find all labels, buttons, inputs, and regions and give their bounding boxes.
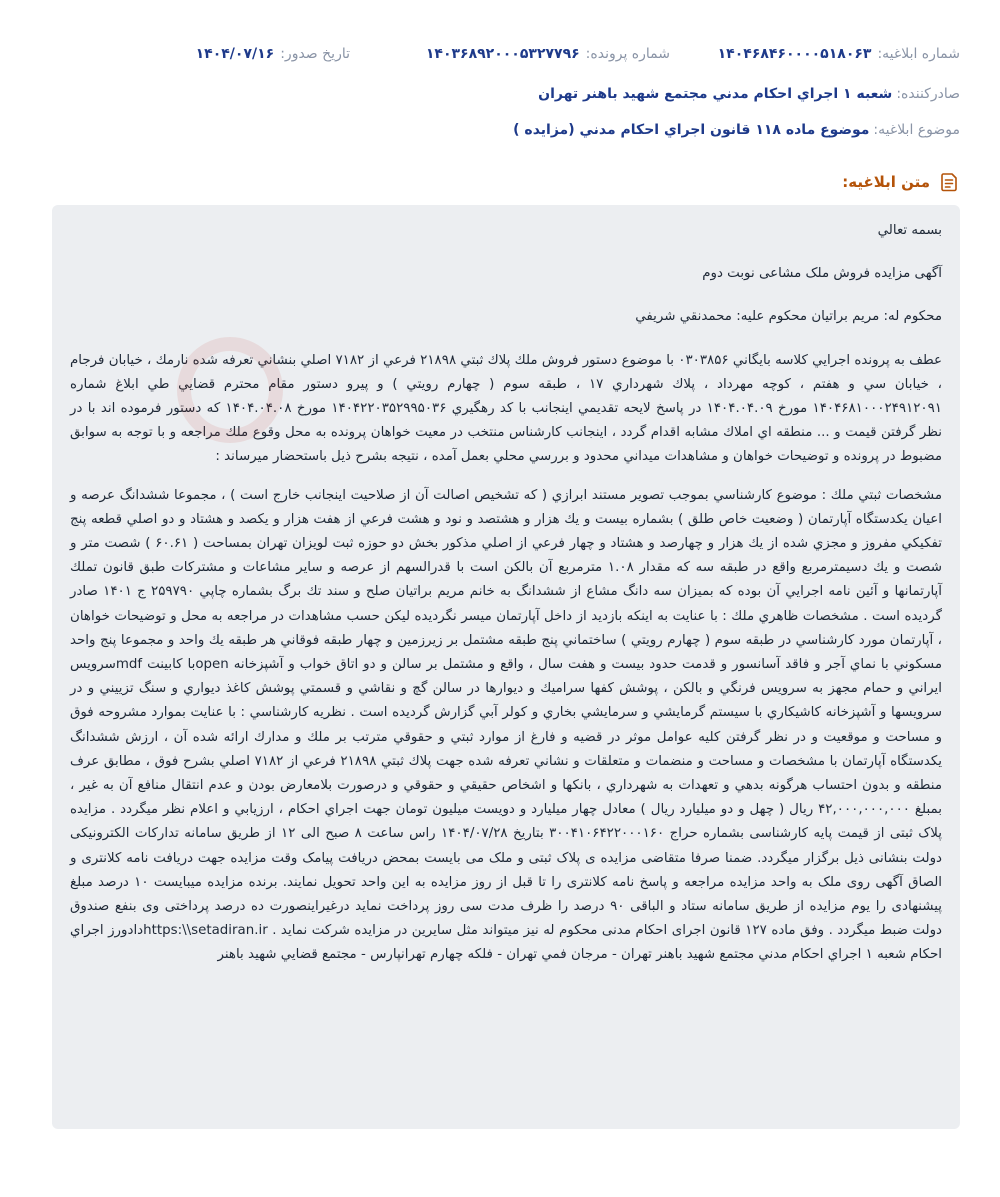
subject-label: موضوع ابلاغيه: — [873, 122, 960, 138]
notice-text-heading — [842, 171, 960, 193]
issue-date — [100, 46, 350, 62]
notice-line-1: بسمه تعالي — [877, 223, 942, 238]
case-number — [350, 46, 670, 62]
header-meta-row — [40, 46, 960, 62]
issuer-label: صادرکننده: — [896, 86, 960, 102]
notice-number-label: شماره ابلاغيه: — [877, 46, 960, 62]
notice-line-2: آگهی مزایده فروش ملک مشاعی نوبت دوم — [702, 266, 942, 282]
subject-value: موضوع ماده ۱۱۸ قانون اجراي احكام مدني (مزايده ) — [513, 122, 870, 138]
issue-date-value: ۱۴۰۴/۰۷/۱۶ — [195, 46, 275, 62]
case-number-value: ۱۴۰۳۶۸۹۲۰۰۰۵۳۲۷۷۹۶ — [425, 46, 580, 62]
notice-number — [670, 46, 960, 62]
notice-line-3: محكوم له: مريم براتيان محكوم عليه: محمدنقي شريفي — [635, 309, 942, 325]
notice-body — [52, 205, 960, 1129]
notice-text-title: متن ابلاغيه: — [842, 173, 930, 191]
subject-row — [40, 122, 960, 138]
document-text-icon — [938, 171, 960, 193]
issue-date-label: تاريخ صدور: — [280, 46, 350, 62]
issuer-value: شعبه ۱ اجراي احكام مدني مجتمع شهيد باهنر تهران — [538, 86, 893, 102]
notice-paragraph-1: عطف به پرونده اجرايي كلاسه بايگاني ۰۳۰۳۸۵۶ با موضوع دستور فروش ملك پلاك ثبتي ۲۱۸۹۸ فرعي از ۷۱۸۲ اصلي بنشاني تعرفه شده نارمك ، خيابان فرجام ، خيابان سي و هفتم ، كوچه مهرداد ، پلاك شهرداري ۱۷ ، طبقه سوم ( چهارم رويتي ) و پيرو دستور مقام محترم قضايي طي ابلاغ شماره ۱۴۰۴۶۸۱۰۰۰۲۴۹۱۲۰۹۱ مورخ ۱۴۰۴.۰۴.۰۹ در پاسخ لايحه تقديمي اينجانب با كد رهگيري ۱۴۰۴۲۲۰۳۵۲۹۹۵۰۳۶ مورخ ۱۴۰۴.۰۴.۰۸ كه دستور فرموده اند با در نظر گرفتن قيمت و ... منطقه اي املاك مشابه اقدام گردد ، اينجانب كارشناس منتخب در معيت خواهان پرونده به محل وقوع ملك مراجعه و با توجه به سوابق مضبوط در پرونده و توضيحات خواهان و مشاهدات ميداني محدود و بررسي محلي بعمل آمده ، نتيجه بشرح ذيل باستحضار ميرساند : — [70, 352, 942, 465]
issuer-row — [40, 86, 960, 102]
notice-number-value: ۱۴۰۴۶۸۴۶۰۰۰۰۵۱۸۰۶۳ — [717, 46, 872, 62]
notice-paragraph-2: مشخصات ثبتي ملك : موضوع كارشناسي بموجب تصوير مستند ابرازي ( كه تشخيص اصالت آن از صلاحيت اينجانب خارج است ) ، مجموعا ششدانگ عرصه و اعيان يكدستگاه آپارتمان ( وضعيت خاص طلق ) بشماره بيست و يك هزار و هشتصد و نود و هشت فرعي از هفت هزار و يكصد و هشتاد و دو اصلي قطعه پنج تفكيكي مفروز و مجزي شده از يك هزار و چهارصد و هشتاد و چهار فرعي از اصلي مذكور بخش دو حوزه ثبت لويزان تهران بمساحت ( ۶۰.۶۱ ) شصت متر و شصت و يك دسيمترمربع واقع در طبقه سه كه مقدار ۱.۰۸ مترمربع آن بالكن است با قدرالسهم از عرصه و ساير مشاعات و مشتركات طبق قانون تملك آپارتمانها و آئين نامه اجرايي آن بوده كه بميزان سه دانگ مشاع از ششدانگ به خانم مريم براتيان صلح و سند تك برگ بشماره چاپي ۲۵۹۷۹۰ ج ۱۴۰۱ صادر گرديده است . مشخصات ظاهري ملك : با عنايت به اينكه بازديد از داخل آپارتمان ميسر نگرديده ليكن حسب مشاهدات در مراجعه به محل و توضيحات خواهان ، آپارتمان مورد كارشناسي در طبقه سوم ( چهارم رويتي ) ساختماني پنج طبقه مشتمل بر زيرزمين و چهار طبقه فوقاني هر طبقه يك واحد و مجموعا پنج واحد مسكوني با نماي آجر و فاقد آسانسور و قدمت حدود بيست و هفت سال ، واقع و مشتمل بر سالن و دو اتاق خواب و آشپزخانه openبا كابينت mdfسرويس ايراني و حمام مجهز به سرويس فرنگي و بالكن ، پوشش كفها سراميك و ديوارها در سالن گچ و نقاشي و قسمتي پوشش كاغذ ديواري و سنگ تزييني و در سرويسها و آشپزخانه كاشيكاري با سيستم گرمايشي و سرمايشي بخاري و كولر آبي گزارش گرديده است . نظريه كارشناسي : با عنايت بموارد مشروحه فوق و مساحت و موقعيت و در نظر گرفتن كليه عوامل موثر در قضيه و فارغ از موارد ثبتي و حقوقي مترتب بر ملك و مدارك ارائه شده آن ، ارزش ششدانگ يكدستگاه آپارتمان با مشخصات و مساحت و منضمات و متعلقات و نشاني تعرفه شده جهت پلاك ثبتي ۲۱۸۹۸ فرعي از ۷۱۸۲ اصلي بشرح فوق ، مطابق عرف منطقه و بدون احتساب هرگونه بدهي و تعهدات به شهرداري ، بانكها و اشخاص حقيقي و حقوقي و درصورت بلامعارض بودن و عدم انتقال منافع آن به غير ، بمبلغ ۴۲,۰۰۰,۰۰۰,۰۰۰ ريال ( چهل و دو ميليارد ريال ) معادل چهار ميليارد و دويست ميليون تومان جهت اجراي احكام ، ارزيابي و اعلام نظر ميگردد . مزايده پلاک ثبتی از قیمت پایه کارشناسی بشماره حراج ۳۰۰۴۱۰۶۴۲۲۰۰۰۱۶۰ بتاریخ ۱۴۰۴/۰۷/۲۸ راس ساعت ۸ صبح الی ۱۲ از طریق سامانه تدارکات الکترونیکی دولت بنشانی ذیل برگزار میگردد. ضمنا صرفا متقاضی مزایده ی پلاک ثبتی و ملک می بایست بمحض دریافت پیامک وقت مزایده جهت دریافت نامه کلانتری و الصاق آگهی روی ملک به واحد مزایده مراجعه و پاسخ نامه کلانتری را تا قبل از روز مزایده به این واحد تحویل نمایند. برنده مزایده میبایست ۱۰ درصد مبلغ پیشنهادی را یوم مزایده از طریق سامانه ستاد و الباقی ۹۰ درصد را ظرف مدت سی روز پرداخت نماید درغیراینصورت ده درصد پرداختی وی بنفع صندوق دولت ضبط میگردد . وفق ماده ۱۲۷ قانون اجرای احکام مدنی محکوم له نیز میتواند مثل سایرین در مزایده شرکت نماید . https:\\setadiran.irدادورز اجراي احكام شعبه ۱ اجراي احكام مدني مجتمع شهيد باهنر تهران - مرجان فمي تهران - فلكه چهارم تهرانپارس - مجتمع قضايي شهيد باهنر — [70, 487, 943, 963]
case-number-label: شماره پرونده: — [585, 46, 670, 62]
